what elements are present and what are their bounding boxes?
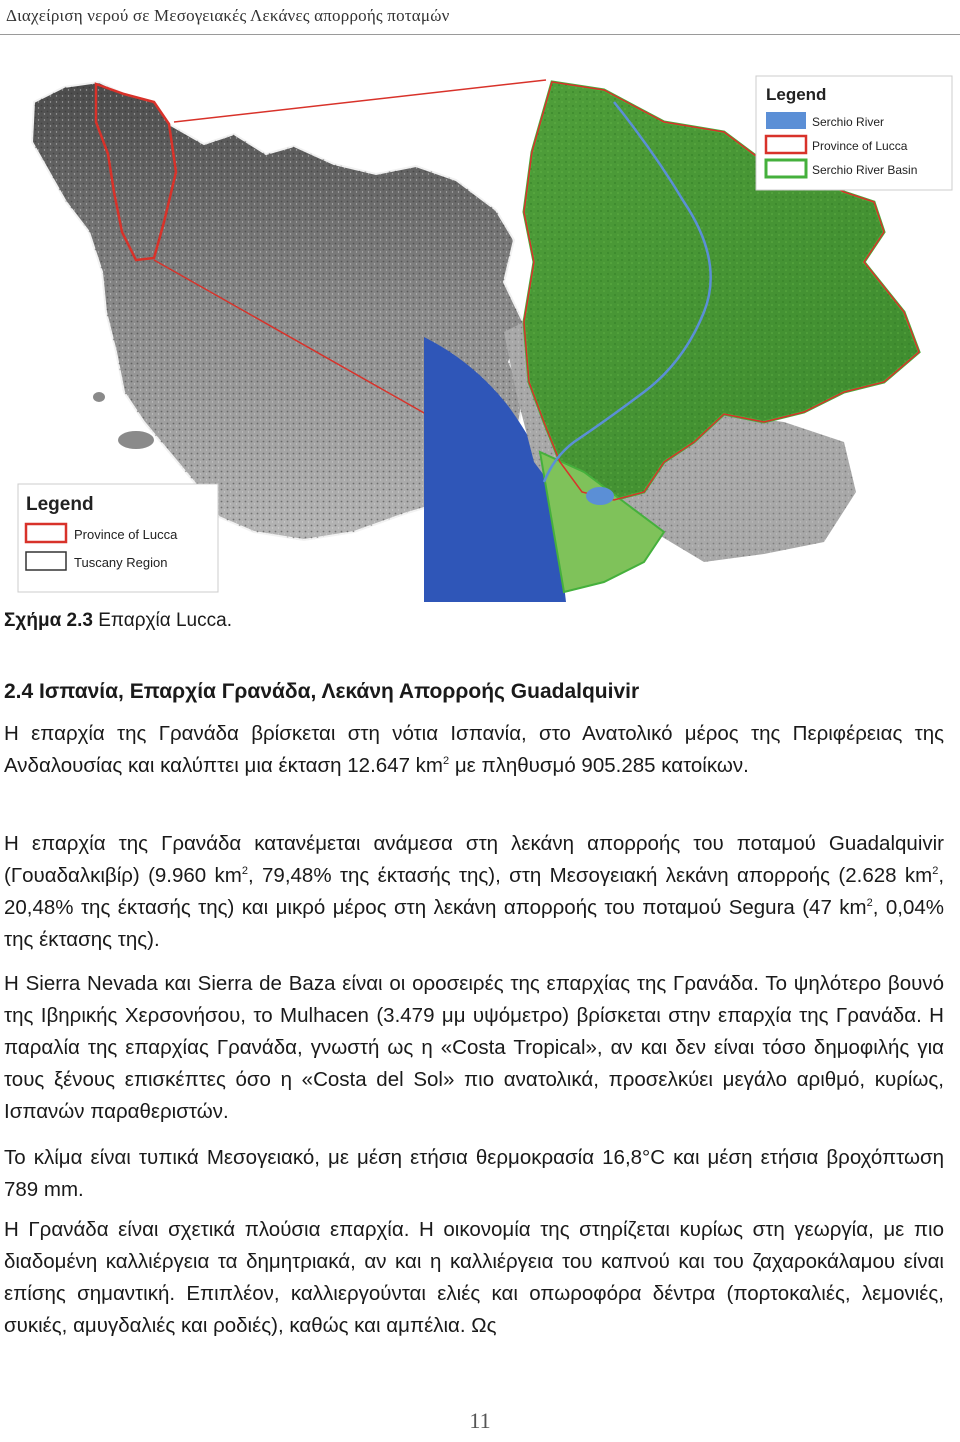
header-rule [0, 34, 960, 35]
figure-caption-label: Σχήμα 2.3 [4, 610, 93, 631]
right-legend-item-river: Serchio River [812, 115, 885, 129]
running-header: Διαχείριση νερού σε Μεσογειακές Λεκάνες απορροής ποταμών [6, 6, 450, 25]
right-legend [756, 76, 952, 190]
island-shape [93, 392, 105, 402]
right-legend-item-province: Province of Lucca [812, 139, 908, 153]
paragraph-2-sup-3: 2 [866, 897, 873, 910]
figure-maps [4, 62, 956, 602]
section-title: 2.4 Ισπανία, Επαρχία Γρανάδα, Λεκάνη Απορροής Guadalquivir [4, 680, 640, 703]
province-swatch-right [766, 136, 806, 153]
left-legend [18, 484, 218, 592]
river-swatch [766, 112, 806, 129]
region-swatch-left [26, 552, 66, 570]
figure-svg [4, 62, 956, 602]
left-legend-title: Legend [26, 494, 94, 515]
paragraph-2-text-d: , 0,04% της έκτασης της). [4, 896, 944, 951]
lake-shape [586, 487, 614, 505]
paragraph-2 [4, 828, 944, 956]
paragraph-3: Η Sierra Nevada και Sierra de Baza είναι οι οροσειρές της επαρχίας της Γρανάδα. Το ψηλότερο βουνό της Ιβηρικής Χερσονήσου, το Mulhacen (3.479 μμ υψόμετρο) βρίσκεται στην επαρχία της Γρανάδα. Η παραλία της επαρχίας Γρανάδα, γνωστή ως η «Costa Tropical», αν και δεν είναι τόσο δημοφιλής για τους ξένους επισκέπτες όσο η «Costa del Sol» πιο ανατολικά, προσελκύει μεγάλο αριθμό, κυρίως, Ισπανών παραθεριστών. [4, 972, 944, 1123]
paragraph-4: Το κλίμα είναι τυπικά Μεσογειακό, με μέση ετήσια θερμοκρασία 16,8°C και μέση ετήσια βροχόπτωση 789 mm. [4, 1146, 944, 1201]
paragraph-2-sup-2: 2 [932, 865, 939, 878]
paragraph-5: Η Γρανάδα είναι σχετικά πλούσια επαρχία. Η οικονομία της στηρίζεται κυρίως στη γεωργία, με πιο διαδομένη καλλιέργεια τα δημητριακά, αν και η καλλιέργεια του καπνού και του ζαχαροκάλαμου είναι επίσης σημαντική. Επιπλέον, καλλιεργούνται ελιές και οπωροφόρα δέντρα (πορτοκαλιές, λεμονιές, συκιές, αμυγδαλιές και ροδιές), καθώς και αμπέλια. Ως [4, 1218, 944, 1337]
paragraph-2-sup-1: 2 [241, 865, 248, 878]
figure-caption-text: Επαρχία Lucca. [92, 610, 232, 631]
left-legend-item-region: Tuscany Region [74, 555, 168, 570]
paragraph-2-text-c: , 20,48% της έκτασής της) και μικρό μέρος στη λεκάνη απορροής του ποταμού Segura (47 km [4, 864, 945, 919]
right-legend-title: Legend [766, 85, 827, 104]
paragraph-2-text-a: Η επαρχία της Γρανάδα κατανέμεται ανάμεσα στη λεκάνη απορροής του ποταμού Guadalquivir (Γουαδαλκιβίρ) (9.960 km [4, 832, 944, 887]
paragraph-1-text-b: με πληθυσμό 905.285 κατοίκων. [449, 754, 749, 777]
island-shape [118, 431, 154, 449]
province-swatch-left [26, 524, 66, 542]
paragraph-2-text-b: , 79,48% της έκτασής της), στη Μεσογειακή λεκάνη απορροής (2.628 km [248, 864, 933, 887]
figure-caption [4, 610, 232, 632]
page-number: 11 [469, 1408, 491, 1433]
left-legend-item-province: Province of Lucca [74, 527, 178, 542]
right-legend-item-basin: Serchio River Basin [812, 163, 918, 177]
paragraph-1-text-a: Η επαρχία της Γρανάδα βρίσκεται στη νότια Ισπανία, στο Ανατολικό μέρος της Περιφέρειας της Ανδαλουσίας και καλύπτει μια έκταση 12.647 km [4, 722, 944, 777]
paragraph-1-sup: 2 [443, 755, 450, 768]
paragraph-1 [4, 718, 944, 782]
basin-swatch [766, 160, 806, 177]
zoom-connector-top [174, 80, 546, 122]
